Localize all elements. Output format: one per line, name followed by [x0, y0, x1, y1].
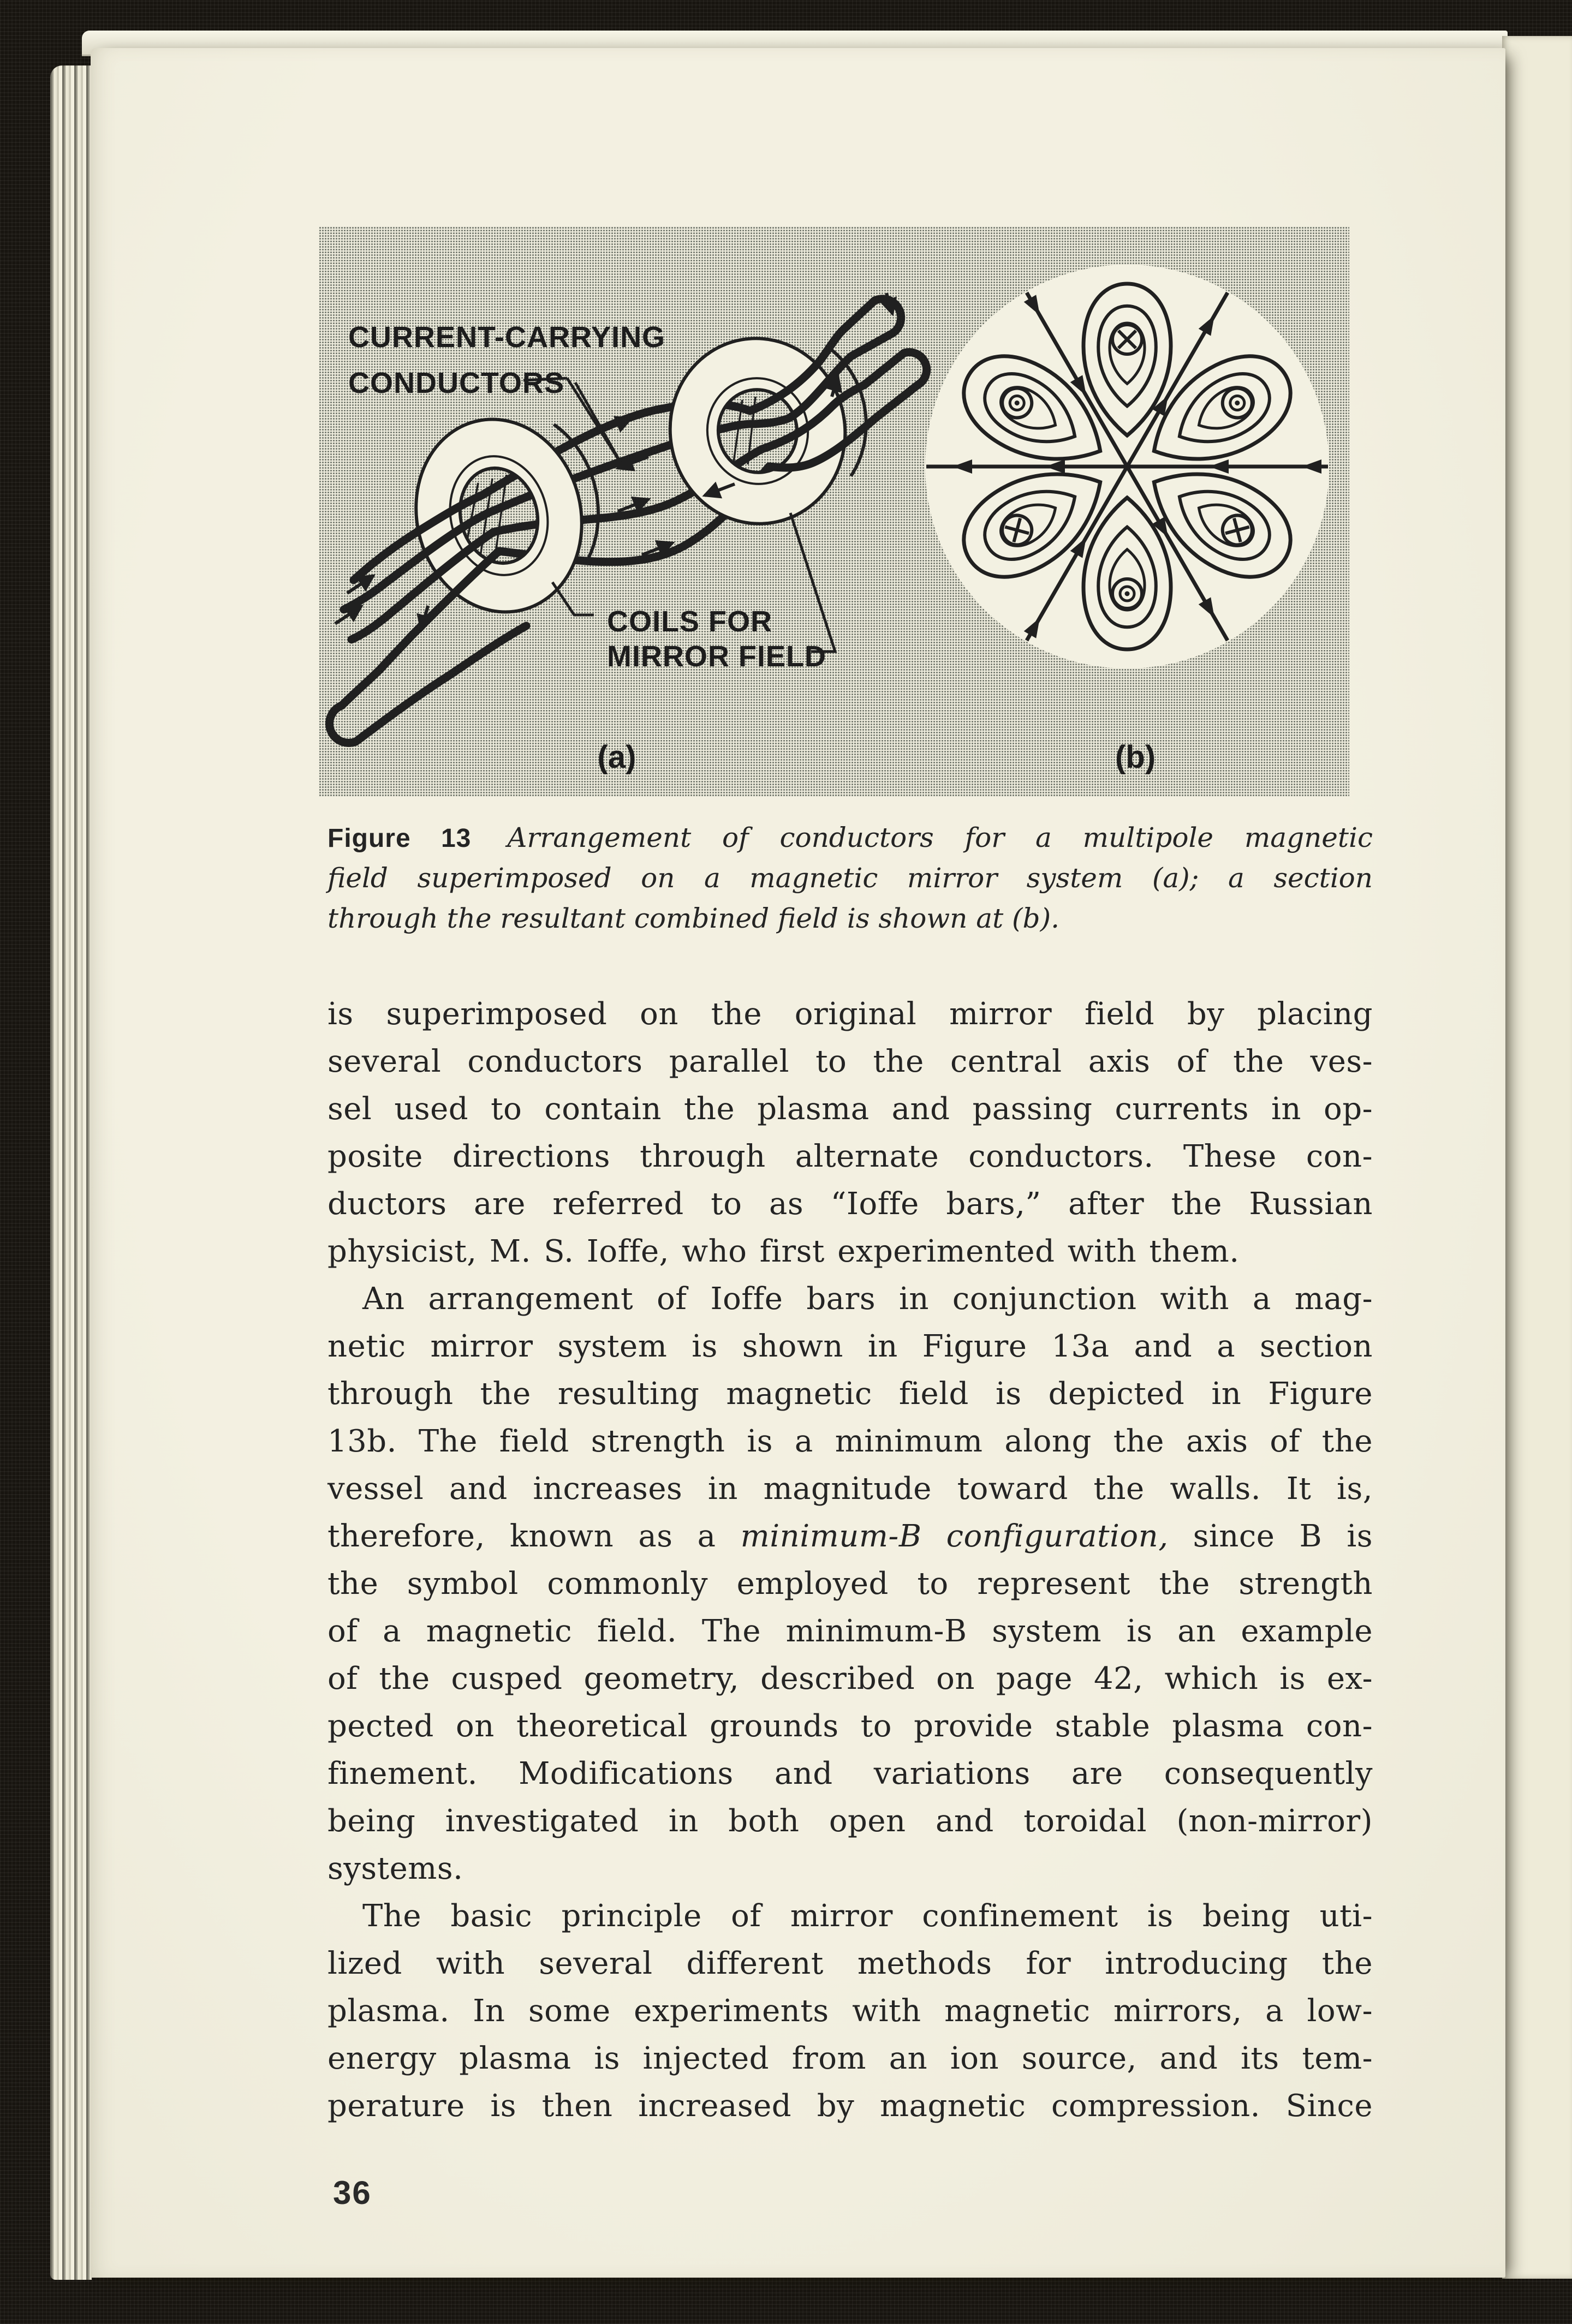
body-line: posite directions through alternate conductors. These con-	[327, 1139, 1373, 1174]
page-number: 36	[333, 2174, 372, 2211]
body-text	[327, 990, 1373, 2130]
body-line: through the resulting magnetic field is depicted in Figure	[327, 1376, 1373, 1412]
coil-annulus	[656, 325, 860, 537]
body-line: ductors are referred to as “Ioffe bars,” after the Russian	[327, 1186, 1373, 1222]
body-line: of a magnetic field. The minimum-B system is an example	[327, 1614, 1373, 1649]
current-into-page-icon	[1112, 325, 1142, 354]
panel-b-field-section	[925, 265, 1329, 775]
body-line: physicist, M. S. Ioffe, who first experimented with them.	[327, 1234, 1240, 1269]
page-stack-edge-left	[50, 65, 92, 2280]
label-current-carrying-line2: CONDUCTORS	[348, 367, 565, 399]
label-current-carrying-line1: CURRENT-CARRYING	[348, 321, 665, 354]
body-line: systems.	[327, 1851, 463, 1886]
body-line: being investigated in both open and toroidal (non-mirror)	[327, 1803, 1373, 1839]
caption-figure-tag: Figure 13	[327, 824, 472, 853]
label-coils-line1: COILS FOR	[607, 605, 772, 638]
current-out-of-page-icon	[1112, 579, 1142, 608]
body-line: plasma. In some experiments with magnetic mirrors, a low-	[327, 1993, 1373, 2029]
panel-a-label: (a)	[597, 739, 636, 775]
body-line: lized with several different methods for introducing the	[327, 1946, 1373, 1981]
body-line: is superimposed on the original mirror field by placing	[327, 996, 1373, 1032]
body-line: therefore, known as a minimum-B configuration, since B is	[327, 1519, 1373, 1554]
body-line: several conductors parallel to the central axis of the ves-	[327, 1044, 1373, 1079]
coil-annulus	[396, 402, 602, 630]
body-line: the symbol commonly employed to represent the strength	[327, 1566, 1373, 1602]
figure-13-svg	[319, 226, 1349, 797]
panel-a-conductor-drawing	[330, 293, 927, 775]
body-line: vessel and increases in magnitude toward the walls. It is,	[327, 1471, 1373, 1507]
figure-caption	[327, 817, 1373, 939]
label-coils-line2: MIRROR FIELD	[607, 640, 826, 673]
hairpin-return-bar	[330, 626, 526, 743]
body-line: finement. Modifications and variations are consequently	[327, 1756, 1373, 1791]
body-line: perature is then increased by magnetic compression. Since	[327, 2088, 1373, 2124]
caption-line: field superimposed on a magnetic mirror system (a); a section	[327, 862, 1373, 894]
body-line: pected on theoretical grounds to provide stable plasma con-	[327, 1708, 1373, 1744]
caption-line: Figure 13 Arrangement of conductors for a multipole magnetic	[327, 822, 1373, 853]
figure-13-illustration	[319, 226, 1349, 797]
next-page-edge	[1502, 36, 1572, 2279]
body-line: The basic principle of mirror confinement is being uti-	[362, 1898, 1373, 1934]
caption-line: through the resultant combined field is shown at (b).	[327, 903, 1059, 934]
body-line: sel used to contain the plasma and passing currents in op-	[327, 1091, 1373, 1127]
body-line: energy plasma is injected from an ion source, and its tem-	[327, 2041, 1373, 2076]
body-line: An arrangement of Ioffe bars in conjunction with a mag-	[362, 1281, 1373, 1317]
body-line: of the cusped geometry, described on page 42, which is ex-	[327, 1661, 1373, 1696]
mirror-coil-right	[656, 321, 882, 537]
body-line: 13b. The field strength is a minimum along the axis of the	[327, 1424, 1373, 1459]
panel-b-label: (b)	[1115, 739, 1156, 775]
body-line: netic mirror system is shown in Figure 13a and a section	[327, 1329, 1373, 1364]
